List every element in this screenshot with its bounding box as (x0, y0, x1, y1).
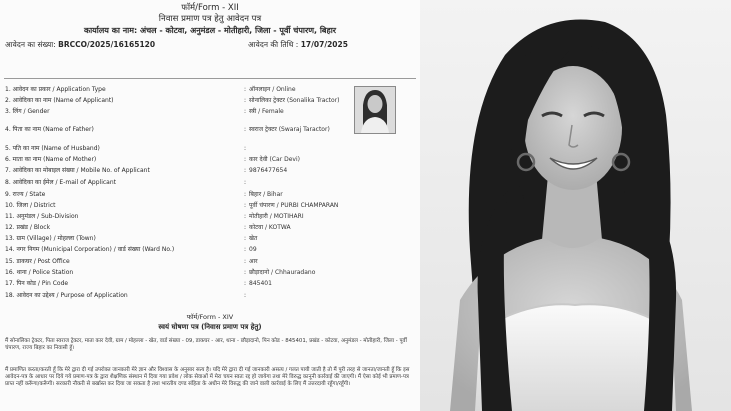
form-field-colon: : (244, 126, 247, 133)
form-field-label: 18. आवेदन का उद्देश्य / Purpose of Application (5, 292, 128, 299)
form-field-colon: : (244, 145, 247, 152)
form-field-value: 9876477654 (249, 167, 288, 174)
form-field-value: स्वराज ट्रेक्टर (Swaraj Taractor) (249, 126, 330, 133)
form-field-row (0, 290, 420, 301)
form-field-value: कार देवी (Car Devi) (249, 156, 300, 163)
form-field-row (0, 200, 420, 211)
section2-form-number: फॉर्म/Form - XIV (186, 313, 234, 321)
form-field-label: 10. जिला / District (5, 202, 56, 209)
form-number: फॉर्म/Form - XII (181, 3, 239, 13)
applicant-photo (354, 86, 396, 134)
form-field-label: 4. पिता का नाम (Name of Father) (5, 126, 94, 133)
form-field-row (0, 278, 420, 289)
form-field-colon: : (244, 191, 247, 198)
form-subtitle: निवास प्रमाण पत्र हेतु आवेदन पत्र (158, 14, 262, 24)
form-field-row (0, 211, 420, 222)
form-field-value: छौड़ादानो / Chhauradano (249, 269, 316, 276)
form-field-row (0, 233, 420, 244)
form-field-value: मोतीहारी / MOTIHARI (249, 213, 304, 220)
form-field-label: 14. नगर निगम (Municipal Corporation) / वार्ड संख्या (Ward No.) (5, 246, 175, 253)
declaration-paragraph-1: मैं सोनालिका ट्रेक्टर, पिता स्वराज ट्रेक्टर, माता कार देवी, ग्राम / मोहल्ला - खेत, वार्ड संख्या - 09, डाकघर - आर, थाना - छौड़ादानो, पिन कोड - 845401, प्रखंड - कोटवा, अनुमंडल - मोतीहारी, जिला - पूर्वी चंपारण, राज्य बिहार का निवासी हूँ। (5, 338, 407, 351)
form-field-label: 2. आवेदिका का नाम (Name of Applicant) (5, 97, 114, 104)
form-field-colon: : (244, 246, 247, 253)
form-field-colon: : (244, 156, 247, 163)
form-field-label: 5. पति का नाम (Name of Husband) (5, 145, 100, 152)
form-field-label: 11. अनुमंडल / Sub-Division (5, 213, 79, 220)
form-field-colon: : (244, 202, 247, 209)
divider (4, 78, 416, 79)
form-field-value: पूर्वी चंपारण / PURBI CHAMPARAN (249, 202, 339, 209)
form-field-label: 16. थाना / Police Station (5, 269, 74, 276)
application-number-value: BRCCO/2025/16165120 (58, 40, 156, 49)
form-field-colon: : (244, 97, 247, 104)
form-field-value: बिहार / Bihar (249, 191, 283, 198)
form-field-colon: : (244, 292, 247, 299)
form-field-row (0, 177, 420, 188)
applicant-portrait (420, 0, 731, 411)
form-field-value: कोटवा / KOTWA (249, 224, 291, 231)
form-field-colon: : (244, 213, 247, 220)
declaration-paragraph-2: मैं प्रमाणित करता/करती हूँ कि मेरे द्वारा दी गई उपरोक्त जानकारी मेरे ज्ञान और विश्वास के अनुसार सत्य है। यदि मेरे द्वारा दी गई जानकारी असत्य / गलत पायी जाती है तो मैं पूरी तरह से जानता/जानती हूँ कि इस आवेदन-पत्र के आधार पर दिये गये प्रमाण-पत्र के द्वारा शैक्षणिक संस्थान में दिया गया प्रवेश / लोक सेवाओं में मेरा चयन स्वतः रद्द हो जायेगा तथा मेरे विरुद्ध कानूनी कार्रवाई की जाएगी। मैं ऐसा कोई भी प्रमाण-पत्र प्राप्त नहीं करूँगा/करूँगी। सरकारी नौकरी से बर्खास्त कर दिया जा सकता है तथा भारतीय दण्ड संहिता के अधीन मेरे विरुद्ध की जाने वाली कार्रवाई के लिए मैं उत्तरदायी रहूँगा/रहूँगी। (5, 367, 410, 387)
form-field-colon: : (244, 235, 247, 242)
form-field-label: 17. पिन कोड / Pin Code (5, 280, 69, 287)
form-field-value: स्त्री / Female (249, 108, 284, 115)
form-field-value: 845401 (249, 280, 272, 287)
form-field-colon: : (244, 280, 247, 287)
form-field-row (0, 189, 420, 200)
form-field-label: 1. आवेदन का प्रकार / Application Type (5, 86, 106, 93)
form-field-colon: : (244, 258, 247, 265)
application-number (5, 40, 155, 50)
form-field-row (0, 165, 420, 176)
form-field-label: 8. आवेदिका का ईमेल / E-mail of Applicant (5, 179, 117, 186)
form-field-label: 9. राज्य / State (5, 191, 46, 198)
form-field-colon: : (244, 179, 247, 186)
form-field-colon: : (244, 108, 247, 115)
form-field-row (0, 244, 420, 255)
form-field-value: आर (249, 258, 258, 265)
form-field-colon: : (244, 86, 247, 93)
form-field-value: 09 (249, 246, 257, 253)
declaration-title: स्वयं घोषणा पत्र (निवास प्रमाण पत्र हेतु) (158, 323, 262, 331)
form-field-label: 6. माता का नाम (Name of Mother) (5, 156, 97, 163)
form-field-colon: : (244, 224, 247, 231)
form-field-label: 15. डाकघर / Post Office (5, 258, 70, 265)
form-field-row (0, 267, 420, 278)
form-field-label: 12. प्रखंड / Block (5, 224, 51, 231)
form-field-label: 3. लिंग / Gender (5, 108, 50, 115)
form-field-value: ऑनलाइन / Online (249, 86, 296, 93)
office-name: कार्यालय का नाम: अंचल - कोटवा, अनुमंडल - मोतीहारी, जिला - पूर्वी चंपारण, बिहार (83, 26, 337, 35)
form-field-label: 7. आवेदिका का मोबाइल संख्या / Mobile No. of Applicant (5, 167, 150, 174)
form-field-colon: : (244, 269, 247, 276)
application-date-label: आवेदन की तिथि : (248, 40, 299, 49)
form-field-colon: : (244, 167, 247, 174)
form-field-row (0, 256, 420, 267)
form-field-row (0, 143, 420, 154)
form-field-value: खेत (249, 235, 258, 242)
form-field-value: सोनालिका ट्रेक्टर (Sonalika Tractor) (249, 97, 340, 104)
form-field-row (0, 222, 420, 233)
application-date-value: 17/07/2025 (300, 40, 348, 49)
application-number-label: आवेदन का संख्या: (5, 40, 56, 49)
form-field-row (0, 154, 420, 165)
application-date (248, 40, 348, 50)
form-field-label: 13. ग्राम (Village) / मोहल्ला (Town) (5, 235, 96, 242)
